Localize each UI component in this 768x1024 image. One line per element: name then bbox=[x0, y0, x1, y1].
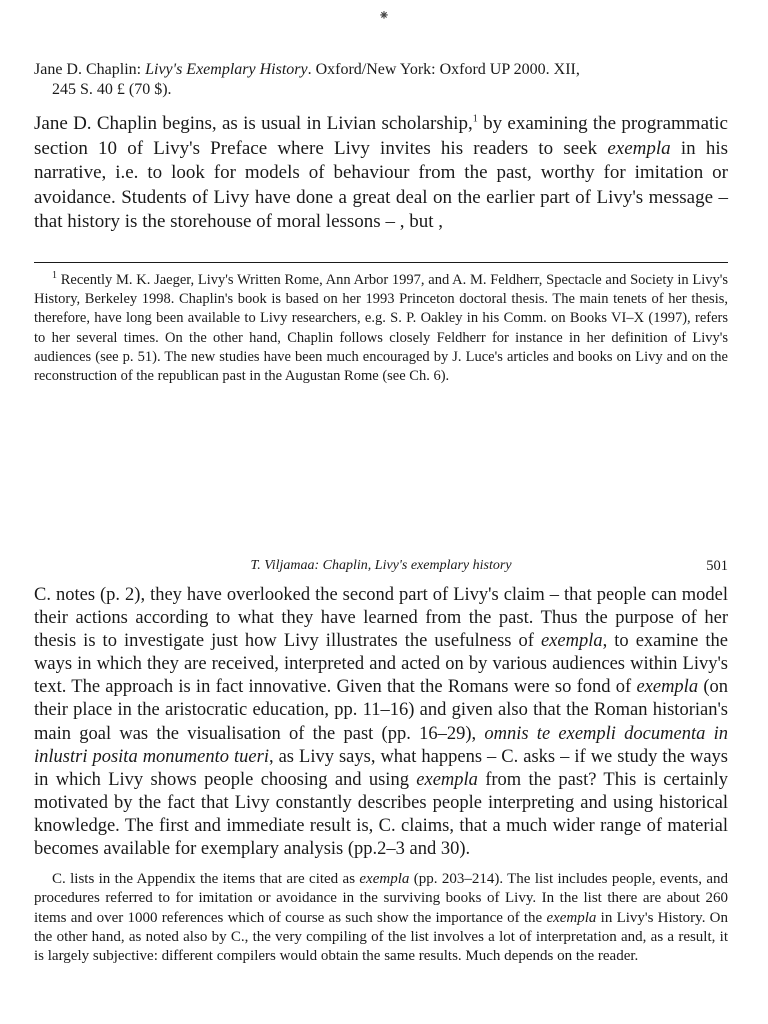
running-head-title: T. Viljamaa: Chaplin, Livy's exemplary history bbox=[250, 558, 512, 573]
page-number: 501 bbox=[706, 558, 728, 574]
footnote-reference[interactable]: 1 bbox=[472, 113, 478, 125]
body-paragraph-3: C. lists in the Appendix the items that are cited as exempla (pp. 203–214). The list includes people, events, and procedures referred to for imitation or avoidance in the surviving books of Livy. In the list there are about 260 items and over 1000 references which of course as such show the importance of the exempla in Livy's History. On the other hand, as noted also by C., the very compiling of the list involves a lot of interpretation and, as a result, it is largely subjective: different compilers would obtain the same results. Much depends on the reader. bbox=[34, 871, 729, 964]
book-title: Livy's Exemplary History bbox=[145, 61, 308, 78]
ornament-asterism: ⁕ bbox=[378, 9, 390, 24]
body-paragraph-1: Jane D. Chaplin begins, as is usual in Livian scholarship,$^1$ by examining the programmatic section 10 of Livy's Preface where Livy invites his readers to seek exempla in his narrative, i.e. to look for models of behaviour from the past, worthy for imitation or avoidance. Students of Livy have done a great deal on the earlier part of Livy's message – that history is the storehouse of moral lessons – , but , bbox=[34, 113, 729, 232]
review-heading bbox=[34, 60, 728, 100]
footnote-divider bbox=[34, 262, 728, 263]
footnote-1 bbox=[34, 271, 728, 386]
publication-info: . Oxford/New York: Oxford UP 2000. XII, bbox=[307, 61, 580, 78]
page-501 bbox=[34, 555, 728, 966]
footnote-number: 1 bbox=[52, 270, 57, 282]
footnote-text: Recently M. K. Jaeger, Livy's Written Rome, Ann Arbor 1997, and A. M. Feldherr, Spectacle and Society in Livy's History, Berkeley 1998. Chaplin's book is based on her 1993 Princeton doctoral thesis. The main tenets of her thesis, therefore, have long been available to Livy researchers, e.g. S. P. Oakley in his Comm. on Books VI–X (1997), refers to her several times. On the other hand, Chaplin follows closely Feldherr for instance in her definition of Livy's audiences (see p. 51). The new studies have been much encouraged by J. Luce's articles and books on Livy and on the reconstruction of the republican past in the Augustan Rome (see Ch. 6). bbox=[34, 272, 728, 385]
publication-price: 245 S. 40 £ (70 $). bbox=[52, 81, 172, 98]
review-author: Jane D. Chaplin: bbox=[34, 61, 146, 78]
body-paragraph-2: C. notes (p. 2), they have overlooked the second part of Livy's claim – that people can model their actions according to what they have learned from the past. Thus the purpose of her thesis is to investigate just how Livy illustrates the usefulness of exempla, to examine the ways in which they are received, interpreted and acted on by various audiences within Livy's text. The approach is in fact innovative. Given that the Romans were so fond of exempla (on their place in the aristocratic education, pp. 11–16) and given also that the Roman historian's main goal was the visualisation of the past (pp. 16–29), omnis te exempli documenta in inlustri posita monumento tueri, as Livy says, what happens – C. asks – if we study the ways in which Livy shows people choosing and using exempla from the past? This is certainly motivated by the fact that Livy constantly describes people interpreting and using historical knowledge. The first and immediate result is, C. claims, that a much wider range of material becomes available for exemplary analysis (pp.2–3 and 30). bbox=[34, 585, 728, 860]
running-head bbox=[34, 555, 728, 577]
